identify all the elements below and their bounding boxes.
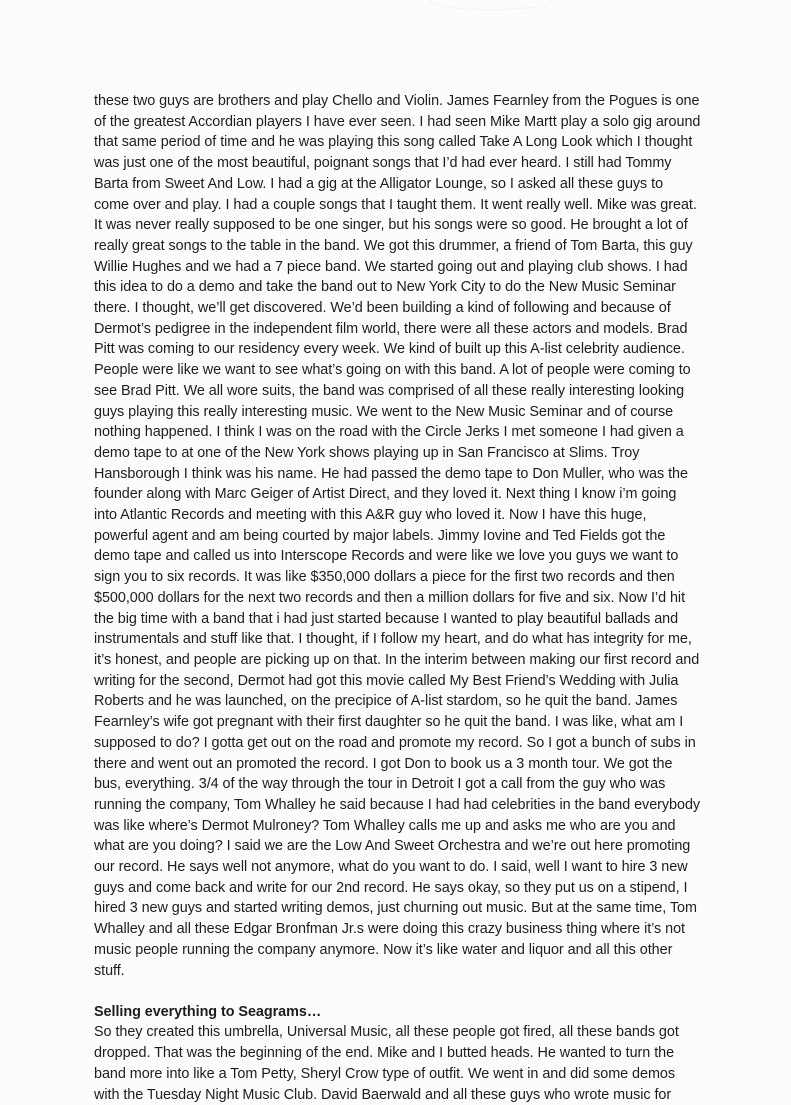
text-line: music people running the company anymore. Now it’s like water and liquor and all this other [94, 941, 673, 958]
page-scan-artifact [430, 0, 552, 10]
text-line: hired 3 new guys and started writing demos, just churning out music. But at the same time, Tom [94, 900, 697, 917]
text-line: was just one of the most beautiful, poignant songs that I’d had ever heard. I still had Tommy [94, 155, 672, 172]
text-line: Roberts and he was launched, on the precipice of A-list stardom, so he quit the band. James [94, 693, 678, 710]
text-line: really great songs to the table in the band. We got this drummer, a friend of Tom Barta, this guy [94, 237, 693, 254]
text-line: writing for the second, Dermot had got this movie called My Best Friend’s Wedding with Julia [94, 672, 679, 689]
text-line: supposed to do? I gotta get out on the road and promote my record. So I got a bunch of subs in [94, 734, 696, 751]
text-line: the big time with a band that i had just started because I wanted to play beautiful ballads and [94, 610, 679, 627]
text-line: Fearnley’s wife got pregnant with their first daughter so he quit the band. I was like, what am I [94, 714, 684, 731]
text-line: guys and come back and write for our 2nd record. He says okay, so they put us on a stipend, I [94, 879, 688, 896]
text-line: Hansborough I think was his name. He had passed the demo tape to Don Muller, who was the [94, 465, 688, 482]
text-line: instrumentals and stuff like that. I thought, if I follow my heart, and do what has integrity for me, [94, 631, 692, 648]
text-line: there. I thought, we’ll get discovered. We’d been building a kind of following and because of [94, 300, 671, 317]
text-line: guys playing this really interesting music. We went to the New Music Seminar and of course [94, 403, 674, 420]
text-line: It was never really supposed to be one singer, but his songs were so good. He brought a lot of [94, 217, 688, 234]
text-line: that same period of time and he was playing this song called Take A Long Look which I thought [94, 134, 693, 151]
text-line: there and went out an promoted the record. I got Don to book us a 3 month tour. We got the [94, 755, 673, 772]
text-line: band more into like a Tom Petty, Sheryl Crow type of outfit. We went in and did some demos [94, 1065, 676, 1082]
paragraph-2 [94, 1022, 734, 1105]
text-line: $500,000 dollars for the next two records and then a million dollars for five and six. Now I’d hit [94, 589, 686, 606]
text-line: Pitt was coming to our residency every week. We kind of built up this A-list celebrity audience. [94, 341, 685, 358]
text-line: of the greatest Accordian players I have ever seen. I had seen Mike Martt play a solo gig around [94, 113, 701, 130]
text-line: nothing happened. I think I was on the road with the Circle Jerks I met someone I had given a [94, 424, 684, 441]
text-line: demo tape to at one of the New York shows playing up in San Francisco at Slims. Troy [94, 444, 640, 461]
text-line: bus, everything. 3/4 of the way through the tour in Detroit I got a call from the guy who was [94, 776, 666, 793]
text-line: it’s honest, and people are picking up on that. In the interim between making our first record and [94, 651, 700, 668]
text-line: come over and play. I had a couple songs that I taught them. It went really well. Mike was great. [94, 196, 697, 213]
text-line: stuff. [94, 962, 125, 979]
text-line: Barta from Sweet And Low. I had a gig at the Alligator Lounge, so I asked all these guys to [94, 175, 664, 192]
text-line: powerful agent and am being courted by major labels. Jimmy Iovine and Ted Fields got the [94, 527, 666, 544]
text-line: what are you doing? I said we are the Low And Sweet Orchestra and we’re out here promoting [94, 838, 691, 855]
text-line: Dermot’s pedigree in the independent film world, there were all these actors and models. Brad [94, 320, 688, 337]
text-line: into Atlantic Records and meeting with this A&R guy who loved it. Now I have this huge, [94, 507, 647, 524]
text-line: Whalley and all these Edgar Bronfman Jr.s were doing this crazy business thing where it’s not [94, 921, 686, 938]
text-line: was like where’s Dermot Mulroney? Tom Whalley calls me up and asks me who are you and [94, 817, 676, 834]
text-line: see Brad Pitt. We all wore suits, the band was comprised of all these really interesting looking [94, 382, 685, 399]
text-line: with the Tuesday Night Music Club. David Baerwald and all these guys who wrote music for [94, 1086, 672, 1103]
text-line: People were like we want to see what’s going on with this band. A lot of people were coming to [94, 362, 691, 379]
text-line: running the company, Tom Whalley he said because I had had celebrities in the band everybody [94, 796, 701, 813]
document-page [94, 91, 734, 1105]
text-line: this idea to do a demo and take the band out to New York City to do the New Music Seminar [94, 279, 676, 296]
section-heading: Selling everything to Seagrams… [94, 1003, 322, 1020]
text-line: Willie Hughes and we had a 7 piece band. We started going out and playing club shows. I had [94, 258, 688, 275]
text-line: So they created this umbrella, Universal Music, all these people got fired, all these bands got [94, 1024, 679, 1041]
text-line: dropped. That was the beginning of the end. Mike and I butted heads. He wanted to turn the [94, 1045, 675, 1062]
text-line: demo tape and called us into Interscope Records and were like we love you guys we want to [94, 548, 679, 565]
paragraph-1 [94, 91, 734, 981]
text-line: these two guys are brothers and play Chello and Violin. James Fearnley from the Pogues is one [94, 93, 700, 109]
text-line: founder along with Marc Geiger of Artist Direct, and they loved it. Next thing I know i’m going [94, 486, 677, 503]
text-line: our record. He says well not anymore, what do you want to do. I said, well I want to hire 3 new [94, 859, 688, 876]
text-line: sign you to six records. It was like $350,000 dollars a piece for the first two records and then [94, 569, 675, 586]
